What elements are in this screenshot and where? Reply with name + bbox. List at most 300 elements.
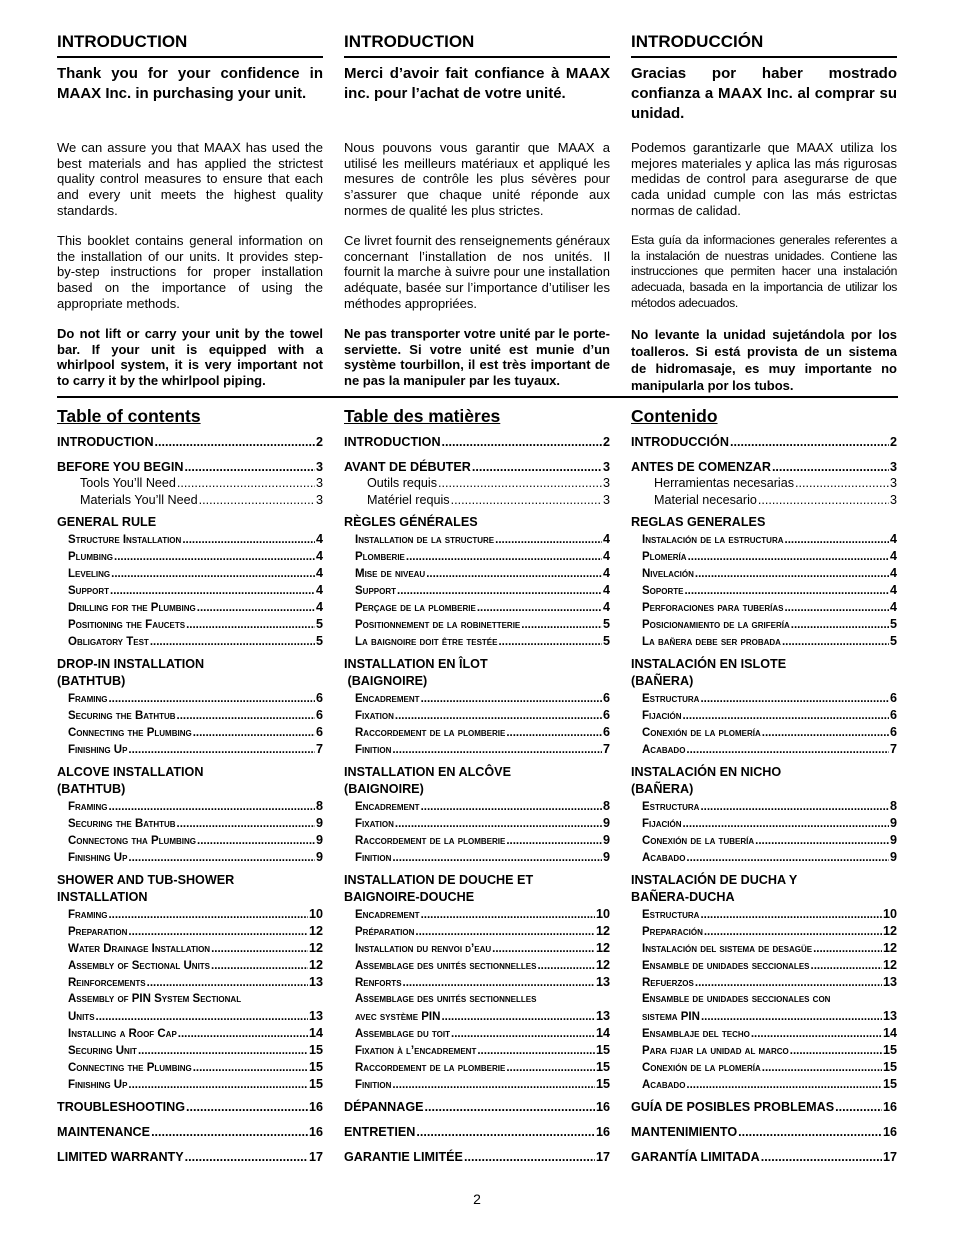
toc-dot-leader [426,566,602,583]
toc-entry-label: MANTENIMIENTO [631,1125,738,1139]
toc-subentry[interactable] [57,690,323,707]
toc-page-number: 4 [602,549,610,563]
toc-page-number: 12 [882,941,897,955]
toc-subentry[interactable] [57,616,323,633]
toc-page-number: 14 [882,1026,897,1040]
toc-entry-label: Installing a Roof Cap [68,1028,177,1040]
toc-subentry[interactable] [57,565,323,582]
toc-entry-label: Finishing Up [68,852,128,864]
toc-dot-leader [197,833,315,850]
toc-page-number: 4 [315,549,323,563]
toc-subentry[interactable] [57,1059,323,1076]
toc-dot-leader [193,725,315,742]
toc-subentry[interactable] [631,690,897,707]
toc-entry-label: Drilling for the Plumbing [68,602,196,614]
intro-heading: INTRODUCTION [57,32,323,58]
toc-subentry[interactable] [344,1059,610,1076]
toc-group-heading-line2: (BAÑERA) [631,674,694,688]
toc-dot-leader [813,941,882,958]
toc-page-number: 6 [889,691,897,705]
toc-entry-label: Framing [68,693,108,705]
toc-dot-leader [395,708,602,725]
toc-page-number: 9 [889,833,897,847]
toc-dot-leader [477,1043,595,1060]
toc-entry-label: Matériel requis [367,493,450,507]
toc-group-heading: DROP-IN INSTALLATION [57,657,205,671]
toc-subentry[interactable] [631,974,897,991]
toc-page-number: 7 [315,742,323,756]
toc-page-number: 8 [602,799,610,813]
toc-dot-leader [128,850,315,867]
toc-subentry[interactable] [631,1008,897,1025]
toc-entry-label: GARANTIE LIMITÉE [344,1150,463,1164]
toc-entry-label: Ensamblaje del techo [642,1028,750,1040]
toc-subentry[interactable] [344,565,610,582]
toc-subentry[interactable] [631,707,897,724]
intro-paragraph-booklet: Ce livret fournit des renseignements généraux concernant l’installation de nos unités. Il fournit la marche à suivre pour une installation adéquate, basée sur l’importance d’utiliser les méthodes appropriées. [344,233,610,311]
toc-subentry[interactable] [57,906,323,923]
toc-subentry[interactable] [57,798,323,815]
toc-entry[interactable] [344,1149,610,1165]
toc-entry-label: Conexión de la tubería [642,835,755,847]
toc-subentry[interactable] [631,906,897,923]
toc-entry[interactable] [344,459,610,475]
toc-dot-leader [438,475,602,492]
toc-page-number: 6 [315,691,323,705]
toc-page-number: 3 [315,493,323,507]
toc-dot-leader [421,691,602,708]
toc-group-heading: SHOWER AND TUB-SHOWER [57,873,235,887]
toc-entry[interactable] [57,1124,323,1140]
toc-page-number: 2 [889,435,897,449]
toc-group-heading: INSTALLATION DE DOUCHE ET [344,873,534,887]
toc-page-number: 12 [882,924,897,938]
toc-subentry[interactable] [344,616,610,633]
toc-dot-leader [110,583,315,600]
toc-entry-label: Support [68,585,110,597]
toc-section [631,1099,897,1115]
toc-subentry[interactable] [631,849,897,866]
toc-section [57,1099,323,1115]
toc-entry-label: Installation de la structure [355,534,495,546]
toc-subentry[interactable] [344,957,610,974]
toc-section [631,656,897,758]
toc-section [631,1124,897,1140]
toc-dot-leader [537,958,595,975]
toc-subentry[interactable] [57,974,323,991]
toc-subentry[interactable] [57,1076,323,1093]
toc-subentry[interactable] [631,1042,897,1059]
toc-entry-label: Raccordement de la plomberie [355,835,506,847]
toc-entry[interactable] [344,1124,610,1140]
toc-subentry[interactable] [344,1008,610,1025]
toc-group-heading: INSTALACIÓN EN NICHO [631,765,782,779]
toc-subentry[interactable] [344,724,610,741]
toc-subentry[interactable] [631,1025,897,1042]
toc-entry-label: Materials You’ll Need [80,493,198,507]
toc-subentry[interactable] [57,599,323,616]
toc-dot-leader [686,850,889,867]
toc-entry-label: Posicionamiento de la grifería [642,619,790,631]
toc-subentry[interactable] [344,974,610,991]
toc-subentry[interactable] [631,798,897,815]
toc-subentry[interactable] [57,815,323,832]
toc-page-number: 16 [882,1125,897,1139]
toc-dot-leader [128,924,308,941]
toc-section [631,434,897,450]
toc-spanish [631,404,897,1165]
toc-entry-label: Support [355,585,397,597]
toc-group-heading: INSTALLATION EN ALCÔVE [344,765,511,779]
toc-page-number: 14 [308,1026,323,1040]
toc-subentry[interactable] [344,1042,610,1059]
toc-entry-label: Nivelación [642,568,694,580]
toc-entry[interactable] [57,434,323,450]
toc-dot-leader [184,459,315,475]
toc-entry-label: INTRODUCCIÓN [631,435,729,449]
toc-subentry[interactable] [631,815,897,832]
toc-subentry[interactable] [344,531,610,548]
toc-dot-leader [397,583,602,600]
intro-heading: INTRODUCTION [344,32,610,58]
toc-subentry[interactable] [631,531,897,548]
toc-entry-label: Connecting the Plumbing [68,727,192,739]
toc-subentry[interactable] [631,923,897,940]
intro-lead: Thank you for your confidence in MAAX Inc. in purchasing your unit. [57,65,323,102]
toc-section [57,1124,323,1140]
toc-subentry[interactable] [57,724,323,741]
toc-group-heading-line2: BAIGNOIRE-DOUCHE [344,890,475,904]
toc-subentry[interactable] [344,798,610,815]
toc-dot-leader [177,708,315,725]
intro-column-spanish [631,32,897,394]
toc-page-number: 5 [889,634,897,648]
toc-entry-label: Herramientas necesarias [654,476,794,490]
toc-dot-leader [492,941,595,958]
toc-dot-leader [700,907,882,924]
toc-entry-label: Obligatory Test [68,636,149,648]
toc-page-number: 15 [882,1060,897,1074]
toc-dot-leader [785,532,889,549]
toc-page-number: 16 [308,1125,323,1139]
toc-page-number: 9 [315,833,323,847]
toc-section [57,764,323,866]
toc-page-number: 3 [602,493,610,507]
toc-entry-label: Finition [355,852,392,864]
toc-entry-label: Leveling [68,568,111,580]
toc-entry-label: Installation du renvoi d’eau [355,943,492,955]
toc-subentry[interactable] [344,548,610,565]
toc-group-heading: RÈGLES GÉNÉRALES [344,515,478,529]
toc-entry[interactable] [631,1149,897,1165]
toc-subentry[interactable] [631,616,897,633]
toc-subentry[interactable] [631,633,897,650]
toc-page-number: 15 [595,1060,610,1074]
toc-dot-leader [182,532,315,549]
toc-subentry[interactable] [631,724,897,741]
toc-entry-label: Framing [68,909,108,921]
toc-dot-leader [128,1077,308,1094]
toc-dot-leader [521,617,602,634]
toc-section [344,1099,610,1115]
toc-dot-leader [758,492,889,509]
toc-subentry[interactable] [631,1059,897,1076]
toc-entry-label: Preparation [68,926,128,938]
intro-heading: INTRODUCCIÓN [631,32,897,58]
toc-subentry[interactable] [631,832,897,849]
toc-dot-leader [506,725,602,742]
toc-dot-leader [684,583,889,600]
toc-subentry[interactable] [344,690,610,707]
toc-page-number: 17 [595,1150,610,1164]
toc-subentry[interactable] [631,492,897,509]
toc-dot-leader [392,850,602,867]
toc-subentry[interactable] [344,1025,610,1042]
toc-subentry[interactable] [631,741,897,758]
toc-entry-label: Assembly of PIN System Sectional [68,993,242,1005]
toc-dot-leader [688,549,889,566]
toc-subentry[interactable] [57,849,323,866]
toc-page-number: 16 [595,1125,610,1139]
toc-subentry[interactable] [344,633,610,650]
toc-page-number: 4 [602,583,610,597]
toc-subentry[interactable] [631,991,897,1008]
toc-entry-label: Ensamble de unidades seccionales con [642,993,831,1005]
toc-dot-leader [730,434,889,450]
toc-page-number: 3 [602,476,610,490]
toc-entry-label: Reinforcements [68,977,146,989]
toc-entry-label: Securing the Bathtub [68,710,176,722]
toc-subentry[interactable] [631,940,897,957]
toc-page-number: 4 [889,566,897,580]
toc-dot-leader [211,958,308,975]
toc-subentry[interactable] [344,741,610,758]
toc-page-number: 7 [889,742,897,756]
toc-entry-label: Preparación [642,926,703,938]
toc-entry-label: Instalación de la estructura [642,534,784,546]
toc-subentry[interactable] [57,832,323,849]
toc-dot-leader [151,1124,308,1140]
toc-page-number: 2 [315,435,323,449]
toc-entry-label: AVANT DE DÉBUTER [344,460,471,474]
toc-entry-label: Structure Installation [68,534,182,546]
toc-page-number: 14 [595,1026,610,1040]
toc-section [631,459,897,509]
toc-entry-label: Fijación [642,818,682,830]
toc-subentry[interactable] [344,991,610,1008]
toc-subentry[interactable] [57,531,323,548]
toc-entry[interactable] [57,459,323,475]
toc-entry[interactable] [631,1124,897,1140]
toc-entry[interactable] [57,1149,323,1165]
toc-body [57,434,323,1165]
toc-page-number: 12 [308,924,323,938]
toc-entry-label: Finishing Up [68,1079,128,1091]
toc-dot-leader [415,924,595,941]
toc-dot-leader [738,1124,882,1140]
toc-subentry[interactable] [57,633,323,650]
toc-entry-label: Framing [68,801,108,813]
intro-warning: Do not lift or carry your unit by the towel bar. If your unit is equipped with a whirlpool system, it is very important not to carry it by the whirlpool piping. [57,326,323,389]
toc-page-number: 9 [602,833,610,847]
toc-page-number: 13 [882,975,897,989]
toc-subentry[interactable] [57,1042,323,1059]
toc-entry-label: Perçage de la plomberie [355,602,476,614]
toc-subentry[interactable] [631,565,897,582]
toc-dot-leader [477,600,602,617]
toc-title: Contenido [631,406,718,426]
toc-section [344,1149,610,1165]
toc-subentry[interactable] [344,492,610,509]
toc-subentry[interactable] [344,475,610,492]
toc-dot-leader [155,434,315,450]
toc-page-number: 4 [602,566,610,580]
toc-page-number: 4 [889,600,897,614]
toc-dot-leader [451,1026,595,1043]
toc-subentry[interactable] [344,582,610,599]
toc-subentry[interactable] [57,957,323,974]
toc-entry-label: GUÍA DE POSIBLES PROBLEMAS [631,1100,835,1114]
toc-entry-label: Raccordement de la plomberie [355,1062,506,1074]
toc-entry[interactable] [344,434,610,450]
intro-lead: Merci d’avoir fait confiance à MAAX inc. pour l’achat de votre unité. [344,65,610,102]
toc-group-heading: INSTALACIÓN EN ISLOTE [631,657,787,671]
toc-dot-leader [425,1099,595,1115]
toc-dot-leader [472,459,602,475]
toc-entry[interactable] [57,1099,323,1115]
toc-dot-leader [392,1077,595,1094]
toc-page-number: 13 [882,1009,897,1023]
toc-dot-leader [835,1099,882,1115]
toc-subentry[interactable] [631,582,897,599]
toc-section [344,872,610,1093]
toc-section [344,434,610,450]
toc-entry-label: Plomería [642,551,687,563]
toc-subentry[interactable] [631,957,897,974]
toc-subentry[interactable] [57,741,323,758]
toc-page-number: 6 [889,708,897,722]
toc-section [344,514,610,650]
toc-entry-label: Assemblage du toit [355,1028,450,1040]
intro-lead: Gracias por haber mostrado confianza a MAAX Inc. al comprar su unidad. [631,65,897,122]
toc-subentry[interactable] [57,991,323,1008]
toc-group-heading: ALCOVE INSTALLATION [57,765,204,779]
toc-entry-label: Conexión de la plomería [642,727,761,739]
toc-page-number: 8 [315,799,323,813]
toc-page-number: 15 [595,1043,610,1057]
toc-page-number: 4 [315,600,323,614]
toc-dot-leader [406,549,602,566]
toc-entry-label: Securing Unit [68,1045,137,1057]
toc-dot-leader [695,566,889,583]
intro-warning: No levante la unidad sujetándola por los toalleros. Si está provista de un sistema de hidromasaje, es muy importante no manipularla por los tubos. [631,327,897,393]
toc-entry[interactable] [631,459,897,475]
toc-dot-leader [421,907,595,924]
toc-page-number: 5 [315,634,323,648]
toc-subentry[interactable] [344,815,610,832]
toc-entry[interactable] [344,1099,610,1115]
toc-subentry[interactable] [631,548,897,565]
intro-column-english [57,32,323,389]
toc-page-number: 4 [315,566,323,580]
toc-subentry[interactable] [344,1076,610,1093]
toc-dot-leader [506,1060,595,1077]
toc-dot-leader [686,742,889,759]
toc-entry-label: TROUBLESHOOTING [57,1100,186,1114]
toc-subentry[interactable] [344,923,610,940]
toc-group-heading-line2: INSTALLATION [57,890,148,904]
toc-page-number: 16 [308,1100,323,1114]
toc-subentry[interactable] [57,475,323,492]
toc-entry-label: Plumbing [68,551,113,563]
toc-entry-label: DÉPANNAGE [344,1100,424,1114]
toc-subentry[interactable] [344,906,610,923]
toc-subentry[interactable] [57,1025,323,1042]
toc-entry-label: ANTES DE COMENZAR [631,460,771,474]
toc-subentry[interactable] [631,599,897,616]
toc-page-number: 10 [308,907,323,921]
toc-subentry[interactable] [57,582,323,599]
toc-subentry[interactable] [57,1008,323,1025]
toc-page-number: 12 [595,958,610,972]
toc-dot-leader [128,742,315,759]
toc-page-number: 3 [889,476,897,490]
toc-dot-leader [186,617,315,634]
toc-dot-leader [795,475,889,492]
toc-entry[interactable] [631,434,897,450]
toc-subentry[interactable] [57,707,323,724]
toc-subentry[interactable] [344,940,610,957]
toc-page-number: 6 [602,708,610,722]
intro-paragraph-quality: Podemos garantizarle que MAAX utiliza los mejores materiales y aplica las más rigurosas medidas de control para asegurarse de que cada unidad cumple con las más estrictas normas de calidad. [631,140,897,218]
toc-page-number: 4 [315,583,323,597]
toc-page-number: 15 [308,1043,323,1057]
toc-subentry[interactable] [344,832,610,849]
toc-entry[interactable] [631,1099,897,1115]
toc-subentry[interactable] [57,923,323,940]
toc-dot-leader [464,1149,595,1165]
toc-page-number: 8 [889,799,897,813]
toc-dot-leader [762,725,889,742]
toc-entry-label: Renforts [355,977,402,989]
toc-subentry[interactable] [57,548,323,565]
toc-subentry[interactable] [57,940,323,957]
toc-entry-label: Positionnement de la robinetterie [355,619,521,631]
toc-entry-label: Encadrement [355,909,420,921]
toc-subentry[interactable] [344,849,610,866]
toc-dot-leader [111,566,315,583]
toc-subentry[interactable] [344,599,610,616]
toc-subentry[interactable] [631,1076,897,1093]
toc-subentry[interactable] [631,475,897,492]
toc-page-number: 6 [315,708,323,722]
toc-subentry[interactable] [344,707,610,724]
toc-page-number: 5 [315,617,323,631]
toc-entry-label: Outils requis [367,476,437,490]
toc-section [57,434,323,450]
toc-dot-leader [392,742,602,759]
toc-subentry[interactable] [57,492,323,509]
toc-page-number: 16 [595,1100,610,1114]
toc-page-number: 2 [602,435,610,449]
toc-section [631,764,897,866]
toc-entry-label: avec système PIN [355,1011,441,1023]
toc-page-number: 4 [602,532,610,546]
toc-entry-label: Assembly of Sectional Units [68,960,211,972]
toc-entry-label: Assemblage des unités sectionnelles [355,993,537,1005]
toc-dot-leader [441,1009,595,1026]
toc-page-number: 9 [889,816,897,830]
